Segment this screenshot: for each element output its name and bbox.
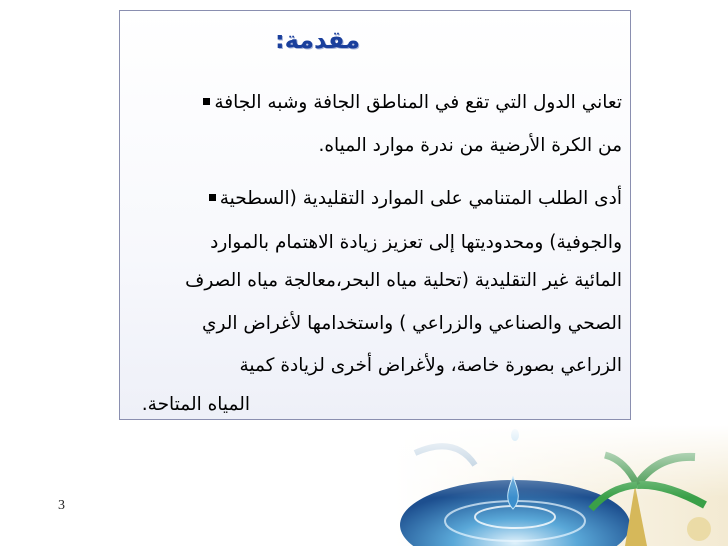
water-splash-image	[395, 425, 728, 546]
page-number: 3	[58, 498, 65, 513]
water-drop-decoration	[395, 425, 728, 546]
slide-title: مقدمة:	[274, 26, 360, 54]
bullet-icon	[209, 194, 216, 201]
paragraph2-line2: والجوفية) ومحدوديتها إلى تعزيز زيادة الاهتمام بالموارد	[210, 232, 622, 253]
bullet-icon	[203, 98, 210, 105]
paragraph1-line2: من الكرة الأرضية من ندرة موارد المياه.	[318, 135, 622, 156]
paragraph1-text-1: تعاني الدول التي تقع في المناطق الجافة وشبه الجافة	[214, 92, 622, 113]
paragraph2-line4: الصحي والصناعي والزراعي ) واستخدامها لأغراض الري	[202, 313, 622, 334]
paragraph2-line5: الزراعي بصورة خاصة، ولأغراض أخرى لزيادة كمية	[239, 355, 622, 376]
paragraph1-line1	[127, 88, 622, 118]
paragraph2-text-1: أدى الطلب المتنامي على الموارد التقليدية (السطحية	[219, 188, 622, 209]
paragraph2-line1	[127, 184, 622, 214]
paragraph2-line6: المياه المتاحة.	[141, 394, 250, 415]
paragraph2-line3: المائية غير التقليدية (تحلية مياه البحر،معالجة مياه الصرف	[185, 270, 622, 291]
